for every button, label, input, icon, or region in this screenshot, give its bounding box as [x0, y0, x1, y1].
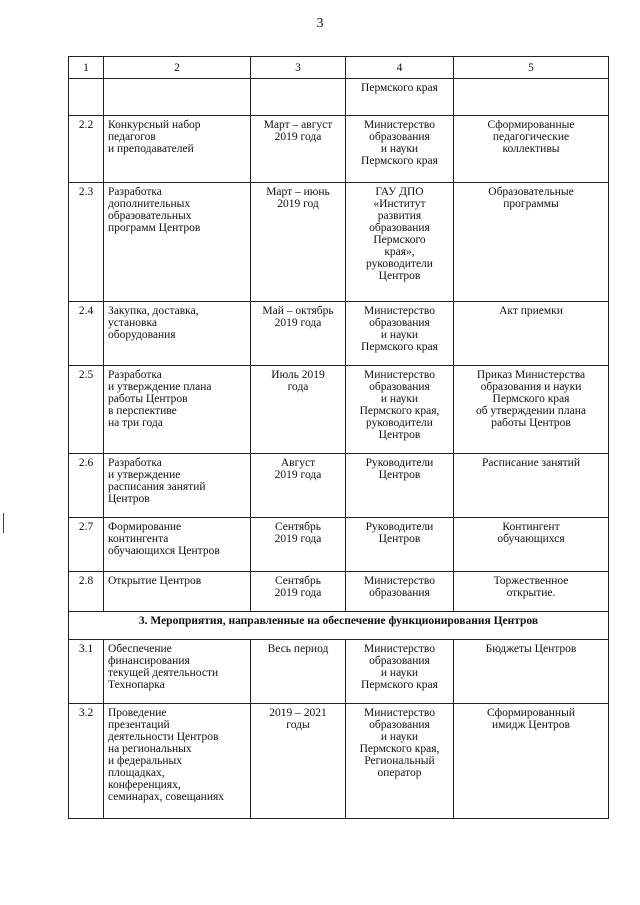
continuation-cell: [454, 79, 609, 116]
result-cell: Акт приемки: [454, 302, 609, 366]
table-row: [69, 704, 609, 819]
table-row: [69, 640, 609, 704]
column-header-4: 4: [346, 57, 454, 79]
continuation-cell: [104, 79, 251, 116]
table-row: [69, 518, 609, 572]
period-cell: Май – октябрь 2019 года: [251, 302, 346, 366]
row-number: 3.2: [69, 704, 104, 819]
task-cell: Закупка, доставка, установка оборудования: [104, 302, 251, 366]
continuation-cell: [69, 79, 104, 116]
row-number: 2.4: [69, 302, 104, 366]
row-number: 2.5: [69, 366, 104, 454]
task-cell: Конкурсный набор педагогов и преподавателей: [104, 116, 251, 183]
row-number: 2.3: [69, 183, 104, 302]
period-cell: Сентябрь 2019 года: [251, 572, 346, 612]
task-cell: Разработка дополнительных образовательных программ Центров: [104, 183, 251, 302]
task-cell: Разработка и утверждение расписания занятий Центров: [104, 454, 251, 518]
responsible-cell: Министерство образования и науки Пермского края, руководители Центров: [346, 366, 454, 454]
responsible-cell: ГАУ ДПО «Институт развития образования Пермского края», руководители Центров: [346, 183, 454, 302]
result-cell: Сформированный имидж Центров: [454, 704, 609, 819]
period-cell: Июль 2019 года: [251, 366, 346, 454]
result-cell: Торжественное открытие.: [454, 572, 609, 612]
continuation-cell: Пермского края: [346, 79, 454, 116]
period-cell: Весь период: [251, 640, 346, 704]
page-number: 3: [316, 16, 324, 31]
activity-table: [68, 56, 609, 819]
table-row: [69, 116, 609, 183]
responsible-cell: Министерство образования и науки Пермского края: [346, 116, 454, 183]
responsible-cell: Министерство образования и науки Пермского края: [346, 640, 454, 704]
result-cell: Контингент обучающихся: [454, 518, 609, 572]
table-row: [69, 572, 609, 612]
result-cell: Сформированные педагогические коллективы: [454, 116, 609, 183]
row-number: 2.7: [69, 518, 104, 572]
period-cell: Сентябрь 2019 года: [251, 518, 346, 572]
table-row: [69, 302, 609, 366]
continuation-cell: [251, 79, 346, 116]
responsible-cell: Министерство образования и науки Пермского края, Региональный оператор: [346, 704, 454, 819]
task-cell: Открытие Центров: [104, 572, 251, 612]
responsible-cell: Министерство образования и науки Пермского края: [346, 302, 454, 366]
task-cell: Проведение презентаций деятельности Центров на региональных и федеральных площадках, конференциях, семинарах, совещаниях: [104, 704, 251, 819]
margin-mark: [3, 513, 4, 533]
row-number: 2.8: [69, 572, 104, 612]
result-cell: Образовательные программы: [454, 183, 609, 302]
table-row: [69, 366, 609, 454]
period-cell: Март – июнь 2019 год: [251, 183, 346, 302]
continuation-row: [69, 79, 609, 116]
task-cell: Разработка и утверждение плана работы Центров в перспективе на три года: [104, 366, 251, 454]
responsible-cell: Руководители Центров: [346, 518, 454, 572]
table-row: [69, 183, 609, 302]
result-cell: Бюджеты Центров: [454, 640, 609, 704]
column-header-3: 3: [251, 57, 346, 79]
row-number: 2.2: [69, 116, 104, 183]
period-cell: Март – август 2019 года: [251, 116, 346, 183]
column-header-1: 1: [69, 57, 104, 79]
section-heading-row: [69, 612, 609, 640]
result-cell: Приказ Министерства образования и науки Пермского края об утверждении плана работы Центров: [454, 366, 609, 454]
row-number: 2.6: [69, 454, 104, 518]
column-header-2: 2: [104, 57, 251, 79]
table-row: [69, 454, 609, 518]
row-number: 3.1: [69, 640, 104, 704]
result-cell: Расписание занятий: [454, 454, 609, 518]
period-cell: Август 2019 года: [251, 454, 346, 518]
task-cell: Формирование контингента обучающихся Центров: [104, 518, 251, 572]
responsible-cell: Министерство образования: [346, 572, 454, 612]
responsible-cell: Руководители Центров: [346, 454, 454, 518]
period-cell: 2019 – 2021 годы: [251, 704, 346, 819]
table-header-row: [69, 57, 609, 79]
section-heading: 3. Мероприятия, направленные на обеспечение функционирования Центров: [69, 612, 609, 640]
column-header-5: 5: [454, 57, 609, 79]
task-cell: Обеспечение финансирования текущей деятельности Технопарка: [104, 640, 251, 704]
